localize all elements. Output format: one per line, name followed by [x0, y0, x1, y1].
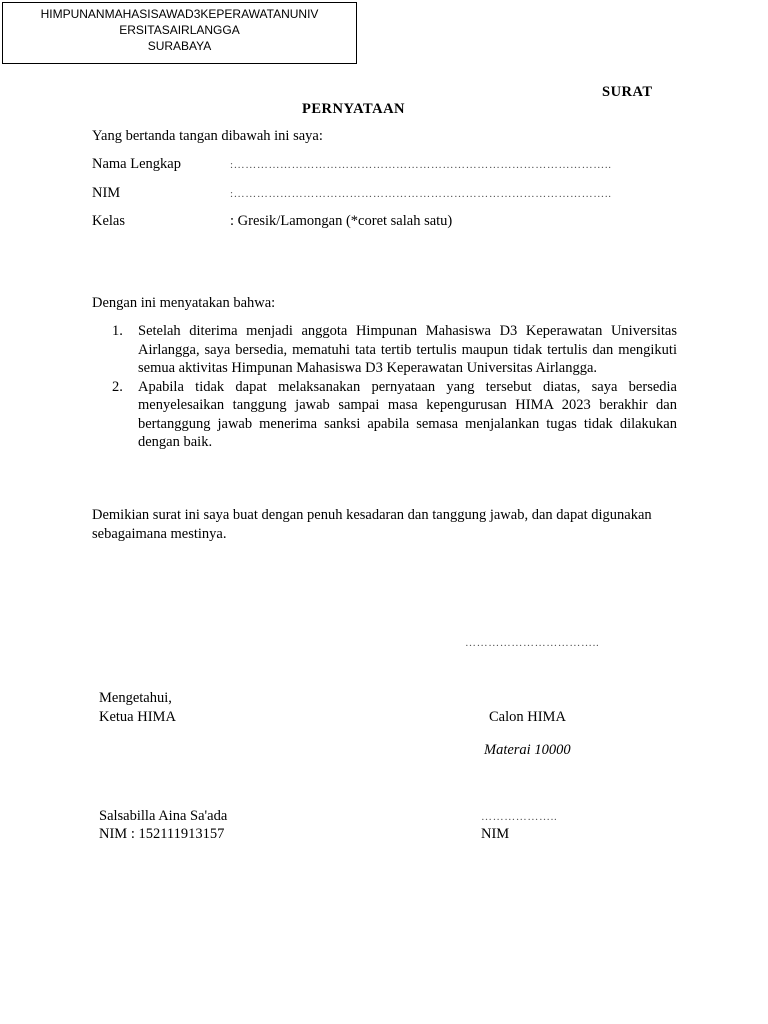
- statement-list: [92, 322, 677, 452]
- field-label-name: Nama Lengkap: [92, 156, 181, 172]
- left-sig-label-2: Ketua HIMA: [99, 709, 176, 725]
- field-value-name: :……………………………………………………………………………………..: [230, 159, 612, 171]
- organization-header-box: [2, 2, 357, 64]
- field-value-nim: :……………………………………………………………………………………..: [230, 188, 612, 200]
- intro-text: Yang bertanda tangan dibawah ini saya:: [92, 128, 323, 144]
- right-sig-label: Calon HIMA: [489, 709, 566, 725]
- closing-paragraph: Demikian surat ini saya buat dengan penuh kesadaran dan tanggung jawab, dan dapat digunakan sebagaimana mestinya.: [92, 507, 652, 542]
- statement-text: Apabila tidak dapat melaksanakan pernyataan yang tersebut diatas, saya bersedia menyelesaikan tanggung jawab sampai masa kepengurusan HIMA 2023 berakhir dan bertanggung jawab menerima sanksi apabila semasa menjalankan tugas tidak dilakukan dengan baik.: [138, 378, 677, 450]
- statement-text: Setelah diterima menjadi anggota Himpunan Mahasiswa D3 Keperawatan Universitas Airlangga, saya bersedia, mematuhi tata tertib tertulis maupun tidak tertulis dan mengikuti semua aktivitas Himpunan Mahasiswa D3 Keperawatan Universitas Airlangga.: [138, 323, 677, 376]
- left-sig-name: Salsabilla Aina Sa'ada: [99, 808, 228, 824]
- field-value-kelas: : Gresik/Lamongan (*coret salah satu): [230, 213, 453, 229]
- org-line-1: HIMPUNANMAHASISAWAD3KEPERAWATANUNIV: [40, 7, 319, 21]
- statement-item: [92, 322, 677, 378]
- left-sig-nim: NIM : 152111913157: [99, 826, 225, 842]
- date-line: ……………………………..: [465, 637, 600, 649]
- statement-item: [92, 378, 677, 452]
- statement-number: 2.: [112, 378, 123, 395]
- document-title-part2: PERNYATAAN: [302, 101, 406, 117]
- org-line-2: ERSITASAIRLANGGA: [119, 23, 240, 37]
- right-sig-nim: NIM: [481, 826, 510, 842]
- right-sig-name-line: ………………..: [481, 811, 558, 823]
- field-label-kelas: Kelas: [92, 213, 126, 229]
- org-line-3: SURABAYA: [147, 39, 212, 53]
- document-title-part1: SURAT: [602, 84, 653, 100]
- statement-intro: Dengan ini menyatakan bahwa:: [92, 295, 276, 311]
- left-sig-label-1: Mengetahui,: [99, 690, 172, 706]
- field-label-nim: NIM: [92, 185, 121, 201]
- stamp-note: Materai 10000: [484, 742, 571, 758]
- statement-number: 1.: [112, 323, 123, 339]
